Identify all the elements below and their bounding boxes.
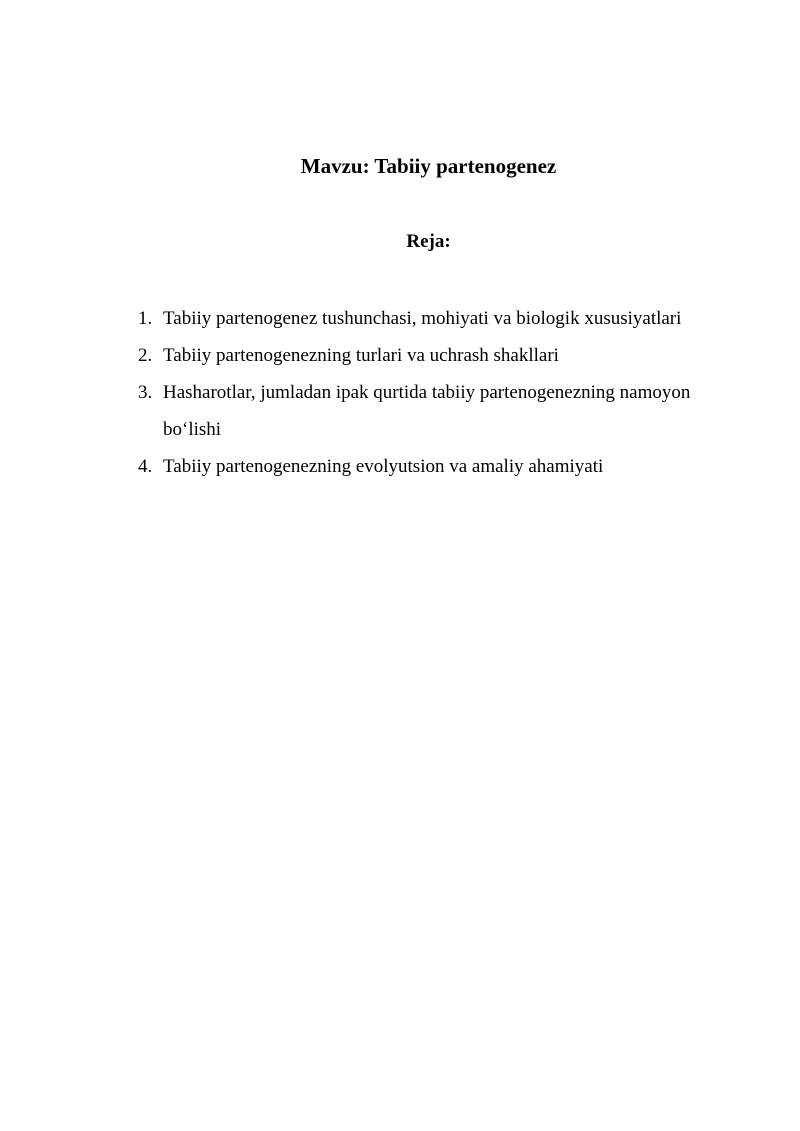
plan-item bbox=[138, 337, 698, 374]
plan-item-text: Tabiiy partenogenezning turlari va uchrash shakllari bbox=[163, 345, 559, 366]
plan-heading: Reja: bbox=[406, 231, 451, 252]
plan-item-text: Tabiiy partenogenezning evolyutsion va amaliy ahamiyati bbox=[163, 456, 604, 477]
plan-item-number: 1. bbox=[138, 308, 153, 329]
plan-list bbox=[138, 300, 698, 485]
plan-item bbox=[138, 374, 698, 448]
plan-item-text: Hasharotlar, jumladan ipak qurtida tabiiy partenogenezning namoyon bo‘lishi bbox=[163, 382, 691, 440]
plan-item-number: 4. bbox=[138, 456, 153, 477]
document-title: Mavzu: Tabiiy partenogenez bbox=[300, 154, 557, 178]
plan-item bbox=[138, 300, 698, 337]
plan-item bbox=[138, 448, 698, 485]
plan-item-text: Tabiiy partenogenez tushunchasi, mohiyati va biologik xususiyatlari bbox=[163, 308, 682, 329]
plan-item-number: 2. bbox=[138, 345, 153, 366]
plan-item-number: 3. bbox=[138, 382, 153, 403]
